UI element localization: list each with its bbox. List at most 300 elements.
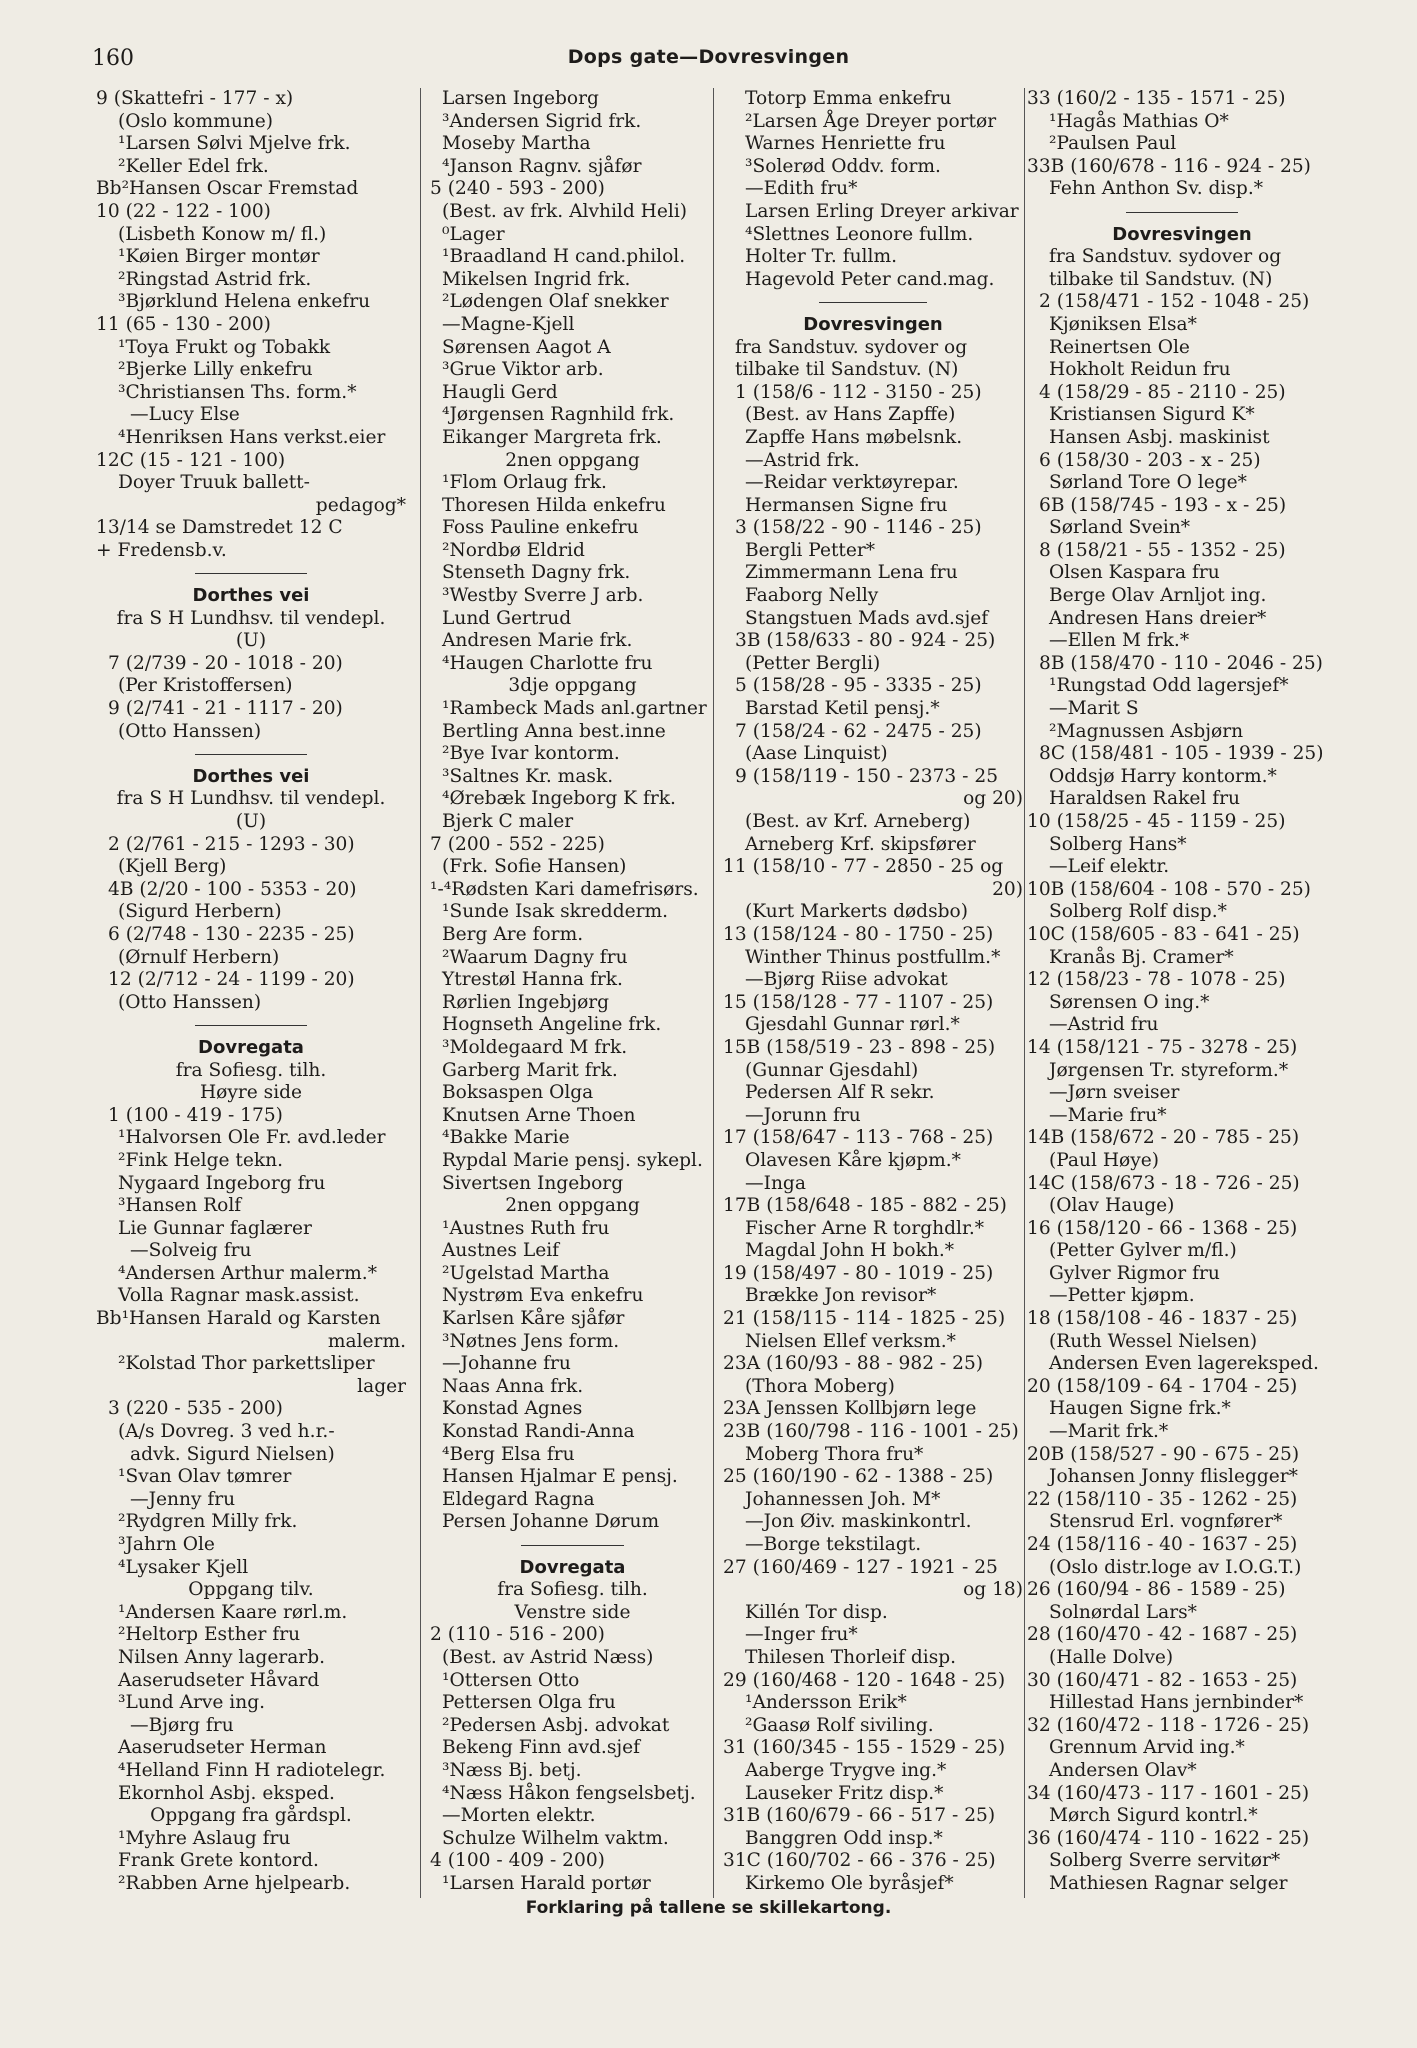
listing-line: 23A (160/93 - 88 - 982 - 25) (723, 1353, 984, 1375)
listing-line: 21 (158/115 - 114 - 1825 - 25) (723, 1308, 1006, 1330)
listing-line: 8C (158/481 - 105 - 1939 - 25) (1039, 743, 1324, 765)
street-heading: Dovregata (198, 1036, 304, 1058)
listing-line: 1 (100 - 419 - 175) (108, 1104, 283, 1126)
listing-line: ³Hansen Rolf (118, 1195, 242, 1217)
listing-line: 20 (158/109 - 64 - 1704 - 25) (1027, 1375, 1298, 1397)
listing-line: 30 (160/471 - 82 - 1653 - 25) (1027, 1669, 1298, 1691)
listing-line: 18 (158/108 - 46 - 1837 - 25) (1027, 1308, 1298, 1330)
listing-line: ³Nøtnes Jens form. (442, 1330, 620, 1352)
listing-line: Zimmermann Lena fru (745, 562, 958, 584)
listing-line: —Solveig fru (130, 1240, 252, 1262)
listing-line: Konstad Agnes (442, 1398, 583, 1420)
listing-line: ¹Ottersen Otto (442, 1669, 580, 1691)
listing-line: (Ruth Wessel Nielsen) (1049, 1330, 1258, 1352)
listing-line: 17B (158/648 - 185 - 882 - 25) (723, 1195, 1007, 1217)
listing-line: Rørlien Ingebjørg (442, 991, 610, 1013)
listing-line: (Olav Hauge) (1049, 1195, 1175, 1217)
listing-line: Moseby Martha (442, 133, 591, 155)
listing-line: 10B (158/604 - 108 - 570 - 25) (1027, 878, 1311, 900)
listing-line: —Inger fru* (745, 1624, 858, 1646)
listing-line: Olsen Kaspara fru (1049, 562, 1220, 584)
listing-line: ²Gaasø Rolf siviling. (745, 1714, 934, 1736)
listing-line: tilbake til Sandstuv. (N) (735, 359, 959, 381)
listing-line: —Borge tekstilagt. (745, 1534, 922, 1555)
listing-line: 12 (158/23 - 78 - 1078 - 25) (1027, 969, 1286, 991)
listing-line: 4 (158/29 - 85 - 2110 - 25) (1039, 381, 1286, 403)
listing-line: advk. Sigurd Nielsen) (130, 1443, 335, 1465)
listing-line: 9 (Skattefri - 177 - x) (96, 88, 294, 109)
listing-line: ⁴Haugen Charlotte fru (442, 652, 653, 674)
listing-line: 10 (22 - 122 - 100) (96, 200, 271, 222)
listing-line: ³Christiansen Ths. form.* (118, 381, 357, 403)
listing-line: 12 (2/712 - 24 - 1199 - 20) (108, 969, 355, 991)
listing-line: Johannessen Joh. M* (745, 1488, 941, 1510)
listing-line: Lund Gertrud (442, 607, 572, 629)
listing-line: (Sigurd Herbern) (118, 901, 282, 923)
listing-line: Haugli Gerd (442, 381, 558, 403)
listing-line: ⁴Henriksen Hans verkst.eier (118, 426, 386, 448)
listing-line: Berg Are form. (442, 923, 584, 945)
section-rule (96, 562, 406, 585)
street-heading: Dorthes vei (192, 585, 310, 607)
listing-line: Thoresen Hilda enkefru (442, 494, 666, 516)
listing-line: Aaserudseter Håvard (118, 1669, 320, 1691)
listing-line: Reinertsen Ole (1049, 336, 1190, 358)
listing-line: —Ellen M frk.* (1049, 630, 1190, 652)
listing-line: Brække Jon revisor* (745, 1285, 937, 1307)
listing-line: Lie Gunnar faglærer (118, 1217, 312, 1239)
listing-line: ²Heltorp Esther fru (118, 1624, 301, 1646)
listing-line: ³Bjørklund Helena enkefru (118, 291, 371, 313)
listing-line: ⁴Andersen Arthur malerm.* (118, 1262, 378, 1284)
listing-line: 9 (2/741 - 21 - 1117 - 20) (108, 698, 343, 720)
listing-line: Ytrestøl Hanna frk. (442, 969, 623, 991)
listing-line: Andersen Even lagereksped. (1049, 1353, 1319, 1375)
listing-line: Barstad Ketil pensj.* (745, 698, 940, 720)
listing-line: ¹Hagås Mathias O* (1049, 110, 1229, 132)
listing-line: ³Næss Bj. betj. (442, 1759, 582, 1781)
listing-line: ³Westby Sverre J arb. (442, 585, 644, 607)
listing-line: Pedersen Alf R sekr. (745, 1082, 935, 1104)
listing-line: (Oslo distr.loge av I.O.G.T.) (1049, 1556, 1302, 1578)
listing-line: (Paul Høye) (1049, 1149, 1160, 1171)
listing-line: ¹Toya Frukt og Tobakk (118, 336, 331, 358)
listing-line: Warnes Henriette fru (745, 133, 946, 155)
listing-line: ³Moldegaard M frk. (442, 1036, 628, 1058)
section-rule (96, 743, 406, 766)
listing-line: Mathiesen Ragnar selger (1049, 1872, 1288, 1894)
listing-line: Nygaard Ingeborg fru (118, 1172, 326, 1194)
listing-line: 28 (160/470 - 42 - 1687 - 25) (1027, 1624, 1298, 1646)
listing-line: Arneberg Krf. skipsfører (745, 833, 976, 855)
listing-line: 31B (160/679 - 66 - 517 - 25) (723, 1805, 996, 1827)
listing-line: ¹-⁴Rødsten Kari damefrisørs. (430, 878, 699, 900)
listing-line: Solberg Rolf disp.* (1049, 901, 1227, 923)
listing-line: —Marit frk.* (1049, 1421, 1169, 1443)
listing-line: 14B (158/672 - 20 - 785 - 25) (1027, 1127, 1300, 1149)
listing-line: —Leif elektr. (1049, 856, 1170, 878)
listing-line: (A/s Dovreg. 3 ved h.r.- (118, 1421, 335, 1443)
listing-line: fra Sofiesg. tilh. (175, 1059, 327, 1081)
listing-line: 6B (158/745 - 193 - x - 25) (1039, 494, 1287, 516)
section-rule (96, 1014, 406, 1037)
listing-line: ¹Rungstad Odd lagersjef* (1049, 675, 1289, 697)
listing-line: Winther Thinus postfullm.* (745, 946, 1001, 968)
listing-line: Solberg Hans* (1049, 833, 1187, 855)
listing-line: (U) (235, 811, 267, 832)
footer-note: Forklaring på tallene se skillekartong. (525, 1898, 892, 1918)
listing-line: 11 (158/10 - 77 - 2850 - 25 og (723, 856, 1004, 878)
listing-line: Høyre side (199, 1082, 303, 1104)
listing-line: Eikanger Margreta frk. (442, 426, 662, 448)
listing-line: 13/14 se Damstredet 12 C (96, 517, 343, 539)
listing-line: Solnørdal Lars* (1049, 1601, 1197, 1623)
listing-line: Kjøniksen Elsa* (1049, 313, 1197, 335)
listing-line: Holter Tr. fullm. (745, 246, 897, 268)
listing-line: 23A Jenssen Kollbjørn lege (723, 1398, 977, 1420)
listing-line: 5 (240 - 593 - 200) (430, 178, 605, 200)
listing-line: (U) (235, 630, 267, 652)
listing-line: pedagog* (315, 494, 406, 516)
listing-line: 34 (160/473 - 117 - 1601 - 25) (1027, 1782, 1310, 1804)
listing-line: Haugen Signe frk.* (1049, 1398, 1231, 1420)
listing-line: Hillestad Hans jernbinder* (1049, 1692, 1304, 1714)
listing-line: ³Lund Arve ing. (118, 1692, 266, 1714)
listing-line: (Best. av Astrid Næss) (442, 1646, 654, 1668)
page-header: Dops gate—Dovresvingen (567, 46, 850, 68)
listing-line: Johansen Jonny flislegger* (1049, 1466, 1298, 1488)
listing-line: Mikelsen Ingrid frk. (442, 268, 631, 290)
street-heading: Dovresvingen (1112, 223, 1252, 245)
column-divider (420, 88, 421, 1898)
listing-line: (Best. av Hans Zapffe) (745, 404, 956, 426)
listing-line: —Jon Øiv. maskinkontrl. (745, 1511, 972, 1533)
listing-line: 23B (160/798 - 116 - 1001 - 25) (723, 1421, 1019, 1443)
listing-line: Zapffe Hans møbelsnk. (745, 426, 963, 448)
listing-line: —Edith fru* (745, 178, 858, 200)
listing-line: 2 (158/471 - 152 - 1048 - 25) (1039, 291, 1310, 313)
listing-line: —Jenny fru (130, 1488, 236, 1510)
listing-line: Nielsen Ellef verksm.* (745, 1330, 956, 1352)
listing-line: Austnes Leif (442, 1240, 560, 1262)
listing-line: Bjerk C maler (442, 811, 574, 832)
listing-line: ¹Køien Birger montør (118, 246, 320, 268)
listing-line: ³Grue Viktor arb. (442, 359, 604, 381)
listing-line: 2nen oppgang (505, 449, 640, 471)
listing-line: 14C (158/673 - 18 - 726 - 25) (1027, 1172, 1300, 1194)
listing-line: Bertling Anna best.inne (442, 720, 666, 742)
listing-line: ¹Rambeck Mads anl.gartner (442, 698, 707, 720)
listing-line: Stensrud Erl. vognfører* (1049, 1511, 1283, 1533)
listing-line: Foss Pauline enkefru (442, 517, 639, 539)
listing-line: Lauseker Fritz disp.* (745, 1782, 944, 1804)
listing-line: Venstre side (514, 1601, 631, 1623)
listing-line: 13 (158/124 - 80 - 1750 - 25) (723, 923, 994, 945)
listing-line: ²Larsen Åge Dreyer portør (745, 110, 997, 132)
listing-line: ¹Myhre Aslaug fru (118, 1827, 291, 1849)
listing-line: Pettersen Olga fru (442, 1692, 616, 1714)
listing-line: Knutsen Arne Thoen (442, 1104, 636, 1126)
listing-line: 8B (158/470 - 110 - 2046 - 25) (1039, 652, 1323, 674)
listing-line: Olavesen Kåre kjøpm.* (745, 1149, 961, 1171)
listing-line: (Frk. Sofie Hansen) (442, 856, 627, 878)
listing-line: 33B (160/678 - 116 - 924 - 25) (1027, 155, 1311, 177)
listing-line: ¹Larsen Harald portør (442, 1872, 651, 1894)
listing-line: Thilesen Thorleif disp. (745, 1646, 957, 1668)
listing-line: ²Pedersen Asbj. advokat (442, 1714, 670, 1736)
listing-line: (Thora Moberg) (745, 1375, 895, 1397)
listing-line: Nilsen Anny lagerarb. (118, 1646, 326, 1668)
listing-line: 3 (220 - 535 - 200) (108, 1398, 283, 1420)
listing-line: ²Bjerke Lilly enkefru (118, 359, 313, 381)
listing-line: Hermansen Signe fru (745, 494, 948, 516)
listing-line: fra Sandstuv. sydover og (1049, 246, 1282, 268)
listing-line: malerm. (327, 1330, 406, 1352)
listing-line: fra S H Lundhsv. til vendepl. (116, 607, 386, 629)
listing-line: Stangstuen Mads avd.sjef (745, 607, 989, 629)
listing-line: 10 (158/25 - 45 - 1159 - 25) (1027, 811, 1286, 832)
listing-line: 7 (2/739 - 20 - 1018 - 20) (108, 652, 343, 674)
page-number: 160 (92, 46, 134, 71)
listing-line: ¹Sunde Isak skredderm. (442, 901, 669, 923)
listing-line: Magdal John H bokh.* (745, 1240, 955, 1262)
listing-line: Persen Johanne Dørum (442, 1511, 660, 1533)
listing-line: (Otto Hanssen) (118, 720, 262, 742)
listing-line: (Halle Dolve) (1049, 1646, 1174, 1668)
listing-line: Gjesdahl Gunnar rørl.* (745, 1014, 960, 1036)
listing-line: Fehn Anthon Sv. disp.* (1049, 178, 1264, 200)
listing-line: 20B (158/527 - 90 - 675 - 25) (1027, 1443, 1300, 1465)
listing-line: 26 (160/94 - 86 - 1589 - 25) (1027, 1579, 1286, 1601)
listing-line: —Inga (745, 1172, 806, 1194)
listing-line: 12C (15 - 121 - 100) (96, 449, 286, 471)
listing-line: Nystrøm Eva enkefru (442, 1285, 644, 1307)
listing-line: ³Jahrn Ole (118, 1534, 215, 1555)
listing-line: tilbake til Sandstuv. (N) (1049, 268, 1273, 290)
listing-line: —Marit S (1049, 698, 1139, 720)
listing-line: Mørch Sigurd kontrl.* (1049, 1805, 1258, 1827)
listing-line: (Per Kristoffersen) (118, 675, 293, 697)
listing-line: ¹Braadland H cand.philol. (442, 246, 686, 268)
listing-line: (Kurt Markerts dødsbo) (745, 901, 968, 923)
listing-line: 14 (158/121 - 75 - 3278 - 25) (1027, 1036, 1298, 1058)
listing-line: ⁴Berg Elsa fru (442, 1443, 575, 1465)
listing-line: Stenseth Dagny frk. (442, 562, 631, 584)
listing-line: Jørgensen Tr. styreform.* (1049, 1059, 1289, 1081)
listing-line: Banggren Odd insp.* (745, 1827, 943, 1849)
listing-line: 36 (160/474 - 110 - 1622 - 25) (1027, 1827, 1310, 1849)
listing-line: Hansen Asbj. maskinist (1049, 426, 1270, 448)
listing-line: Faaborg Nelly (745, 585, 879, 607)
listing-line: 2 (2/761 - 215 - 1293 - 30) (108, 833, 355, 855)
listing-line: —Jorunn fru (745, 1104, 861, 1126)
listing-line: Kristiansen Sigurd K* (1049, 404, 1255, 426)
listing-line: (Petter Bergli) (745, 652, 881, 674)
street-heading: Dovresvingen (803, 313, 943, 335)
listing-line: Totorp Emma enkefru (745, 88, 952, 109)
listing-line: Bekeng Finn avd.sjef (442, 1737, 641, 1759)
listing-line: 3 (158/22 - 90 - 1146 - 25) (735, 517, 982, 539)
listing-line: ¹Andersen Kaare rørl.m. (118, 1601, 348, 1623)
listing-line: ⁴Janson Ragnv. sjåfør (442, 155, 642, 177)
listing-line: ⁴Lysaker Kjell (118, 1556, 249, 1578)
listing-line: —Bjørg Riise advokat (745, 969, 948, 991)
column-1 (96, 88, 406, 1896)
listing-line: 33 (160/2 - 135 - 1571 - 25) (1027, 88, 1286, 109)
listing-line: 32 (160/472 - 118 - 1726 - 25) (1027, 1714, 1310, 1736)
street-heading: Dovregata (519, 1556, 626, 1578)
listing-line: 15B (158/519 - 23 - 898 - 25) (723, 1036, 996, 1058)
listing-line: Andersen Olav* (1049, 1759, 1197, 1781)
listing-line: ⁴Ørebæk Ingeborg K frk. (442, 788, 676, 810)
listing-line: (Lisbeth Konow m/ fl.) (118, 223, 327, 245)
listing-line: 4B (2/20 - 100 - 5353 - 20) (108, 878, 357, 900)
listing-line: ¹Svan Olav tømrer (118, 1466, 292, 1488)
listing-line: 31 (160/345 - 155 - 1529 - 25) (723, 1737, 1006, 1759)
listing-line: 6 (158/30 - 203 - x - 25) (1039, 449, 1261, 471)
column-4 (1027, 88, 1337, 1896)
listing-line: ²Paulsen Paul (1049, 133, 1177, 155)
listing-line: 3B (158/633 - 80 - 924 - 25) (735, 630, 996, 652)
listing-line: ¹Andersson Erik* (745, 1692, 907, 1714)
listing-line: ²Rabben Arne hjelpearb. (118, 1872, 351, 1894)
listing-line: Oppgang fra gårdspl. (150, 1805, 352, 1827)
listing-line: Haraldsen Rakel fru (1049, 788, 1240, 810)
listing-line: Frank Grete kontord. (118, 1850, 319, 1872)
listing-line: 19 (158/497 - 80 - 1019 - 25) (723, 1262, 994, 1284)
listing-line: 9 (158/119 - 150 - 2373 - 25 (735, 765, 999, 787)
listing-line: —Magne-Kjell (442, 313, 575, 335)
listing-line: Doyer Truuk ballett- (118, 472, 310, 494)
listing-line: Andresen Hans dreier* (1049, 607, 1267, 629)
listing-line: 1 (158/6 - 112 - 3150 - 25) (735, 381, 982, 403)
listing-line: fra Sandstuv. sydover og (735, 336, 968, 358)
listing-line: Bb²Hansen Oscar Fremstad (96, 178, 359, 200)
listing-line: 3dje oppgang (508, 675, 637, 697)
listing-line: Aaserudseter Herman (118, 1737, 327, 1759)
listing-line: 17 (158/647 - 113 - 768 - 25) (723, 1127, 994, 1149)
street-heading: Dorthes vei (192, 765, 310, 787)
listing-line: —Marie fru* (1049, 1104, 1167, 1126)
listing-line: ⁴Næss Håkon fengselsbetj. (442, 1782, 696, 1804)
listing-line: Sørensen O ing.* (1049, 991, 1210, 1013)
listing-line: Eldegard Ragna (442, 1488, 595, 1510)
listing-line: —Jørn sveiser (1049, 1082, 1180, 1104)
listing-line: 7 (158/24 - 62 - 2475 - 25) (735, 720, 982, 742)
listing-line: Garberg Marit frk. (442, 1059, 618, 1081)
listing-line: ³Saltnes Kr. mask. (442, 765, 614, 787)
listing-line: fra S H Lundhsv. til vendepl. (116, 788, 386, 810)
listing-line: 8 (158/21 - 55 - 1352 - 25) (1039, 539, 1286, 561)
listing-line: Sørland Svein* (1049, 517, 1191, 539)
listing-line: Sørland Tore O lege* (1049, 472, 1247, 494)
listing-line: Larsen Ingeborg (442, 88, 599, 109)
listing-line: Naas Anna frk. (442, 1375, 584, 1397)
listing-line: 20) (992, 878, 1023, 900)
listing-line: ²Rydgren Milly frk. (118, 1511, 298, 1533)
listing-line: Sørensen Aagot A (442, 336, 611, 358)
listing-line: Oddsjø Harry kontorm.* (1049, 765, 1277, 787)
listing-line: Hokholt Reidun fru (1049, 359, 1231, 381)
listing-line: Karlsen Kåre sjåfør (442, 1308, 625, 1330)
listing-line: —Petter kjøpm. (1049, 1285, 1195, 1307)
listing-line: (Ørnulf Herbern) (118, 946, 280, 968)
listing-line: 22 (158/110 - 35 - 1262 - 25) (1027, 1488, 1298, 1510)
listing-line: 16 (158/120 - 66 - 1368 - 25) (1027, 1217, 1298, 1239)
listing-line: Grennum Arvid ing.* (1049, 1737, 1245, 1759)
listing-line: ²Nordbø Eldrid (442, 539, 585, 561)
listing-line: + Fredensb.v. (96, 539, 227, 561)
listing-line: og 20) (963, 788, 1023, 810)
listing-line: ³Andersen Sigrid frk. (442, 110, 642, 132)
listing-line: 24 (158/116 - 40 - 1637 - 25) (1027, 1534, 1298, 1555)
listing-line: Killén Tor disp. (745, 1601, 888, 1623)
listing-line: fra Sofiesg. tilh. (497, 1579, 648, 1601)
listing-line: 4 (100 - 409 - 200) (430, 1850, 605, 1872)
listing-line: ²Fink Helge tekn. (118, 1149, 284, 1171)
listing-line: Berge Olav Arnljot ing. (1049, 585, 1267, 607)
listing-line: lager (357, 1375, 406, 1397)
listing-line: (Otto Hanssen) (118, 991, 262, 1013)
listing-line: Bergli Petter* (745, 539, 876, 561)
listing-line: 2nen oppgang (505, 1195, 640, 1217)
listing-line: 10C (158/605 - 83 - 641 - 25) (1027, 923, 1300, 945)
listing-line: 6 (2/748 - 130 - 2235 - 25) (108, 923, 355, 945)
column-2 (430, 88, 715, 1896)
listing-line: (Aase Linquist) (745, 743, 888, 765)
listing-line: Andresen Marie frk. (442, 630, 633, 652)
section-rule (723, 291, 1023, 314)
section-rule (1027, 201, 1337, 224)
listing-line: Moberg Thora fru* (745, 1443, 924, 1465)
listing-line: Volla Ragnar mask.assist. (118, 1285, 360, 1307)
column-3 (723, 88, 1023, 1896)
listing-line: Hagevold Peter cand.mag. (745, 268, 995, 290)
listing-line: (Gunnar Gjesdahl) (745, 1059, 919, 1081)
listing-line: Oppgang tilv. (188, 1579, 314, 1601)
listing-line: ²Kolstad Thor parkettsliper (118, 1353, 375, 1375)
listing-line: ⁰Lager (442, 223, 505, 245)
listing-line: —Astrid fru (1049, 1014, 1159, 1036)
listing-line: 15 (158/128 - 77 - 1107 - 25) (723, 991, 994, 1013)
listing-line: ³Solerød Oddv. form. (745, 155, 941, 177)
listing-line: Hognseth Angeline frk. (442, 1014, 662, 1036)
listing-line: —Morten elektr. (442, 1805, 596, 1827)
listing-line: ⁴Jørgensen Ragnhild frk. (442, 404, 675, 426)
listing-line: og 18) (963, 1579, 1023, 1601)
listing-line: —Johanne fru (442, 1353, 571, 1375)
listing-line: ²Waarum Dagny fru (442, 946, 628, 968)
listing-line: Konstad Randi-Anna (442, 1421, 635, 1443)
listing-line: ²Ugelstad Martha (442, 1262, 610, 1284)
listing-line: (Kjell Berg) (118, 856, 227, 878)
listing-line: ²Lødengen Olaf snekker (442, 291, 669, 313)
listing-line: Aaberge Trygve ing.* (745, 1759, 947, 1781)
listing-line: (Petter Gylver m/fl.) (1049, 1240, 1237, 1262)
listing-line: Solberg Sverre servitør* (1049, 1850, 1281, 1872)
listing-line: Hansen Hjalmar E pensj. (442, 1466, 678, 1488)
listing-line: ¹Austnes Ruth fru (442, 1217, 610, 1239)
listing-line: ¹Flom Orlaug frk. (442, 472, 607, 494)
listing-line: Gylver Rigmor fru (1049, 1262, 1220, 1284)
listing-line: ⁴Bakke Marie (442, 1127, 570, 1149)
listing-line: Kirkemo Ole byråsjef* (745, 1872, 954, 1894)
listing-line: Ekornhol Asbj. eksped. (118, 1782, 335, 1804)
listing-line: Kranås Bj. Cramer* (1049, 946, 1234, 968)
listing-line: 29 (160/468 - 120 - 1648 - 25) (723, 1669, 1006, 1691)
listing-line: Larsen Erling Dreyer arkivar (745, 200, 1019, 222)
listing-line: (Best. av Krf. Arneberg) (745, 811, 971, 832)
